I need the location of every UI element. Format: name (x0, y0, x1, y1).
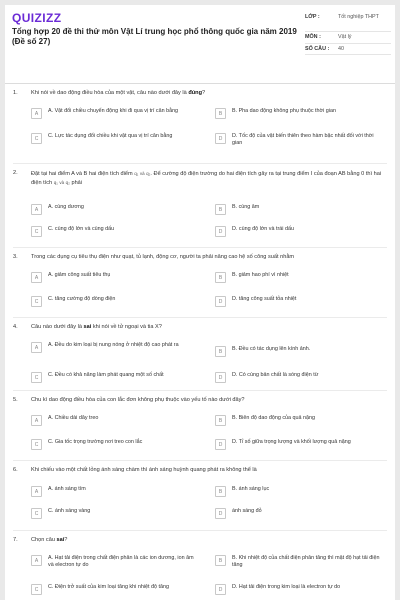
option-text: C. cùng độ lớn và cùng dấu (48, 226, 115, 232)
question-number: 1. (13, 90, 18, 96)
worksheet-meta (305, 12, 391, 55)
option-letter-box[interactable]: C (31, 584, 42, 595)
option-b[interactable] (215, 272, 383, 283)
question-7 (5, 537, 395, 545)
charge-symbol: q₂ (65, 179, 70, 185)
option-text: C. Gia tốc trọng trường nơi treo con lắc (48, 439, 143, 445)
question-divider (13, 460, 387, 461)
option-text: C. Lực tác dụng đổi chiều khi vật qua vị trí cân bằng (48, 133, 173, 139)
option-letter-box[interactable]: B (215, 108, 226, 119)
question-text: Chọn câu sai? (31, 537, 68, 543)
option-b[interactable] (215, 108, 383, 119)
option-text: C. Đều có khả năng làm phát quang một số chất (48, 372, 164, 378)
option-letter-box[interactable]: B (215, 555, 226, 566)
option-d[interactable] (215, 439, 383, 450)
meta-subject-row (305, 32, 391, 44)
option-text: C. ánh sáng vàng (48, 508, 91, 514)
meta-subject-value: Vật lý (338, 34, 352, 40)
option-text: A. Đều do kim loại bị nung nóng ở nhiệt độ cao phát ra (48, 342, 179, 348)
option-letter-box[interactable]: A (31, 108, 42, 119)
option-letter-box[interactable]: C (31, 508, 42, 519)
question-text: Câu nào dưới đây là sai khi nói về tử ngoại và tia X? (31, 324, 162, 330)
option-text: B. Biên độ dao động của quả nặng (232, 415, 316, 421)
option-letter-box[interactable]: C (31, 439, 42, 450)
charge-symbol: q₁ (134, 171, 139, 176)
question-text: Khi chiếu vào một chất lỏng ánh sáng chàm thì ánh sáng huỳnh quang phát ra không thể là (31, 467, 257, 473)
option-c[interactable] (31, 296, 199, 307)
option-text: A. Hạt tải điện trong chất điện phân là các ion dương, ion âm và electron tự do (48, 555, 194, 568)
option-c[interactable] (31, 226, 199, 237)
option-text: A. Chiều dài dây treo (48, 415, 99, 421)
option-a[interactable] (31, 272, 199, 283)
question-divider (13, 163, 387, 164)
option-text: D. Hạt tải điện trong kim loại là electron tự do (232, 584, 341, 590)
option-c[interactable] (31, 584, 199, 595)
option-a[interactable] (31, 415, 199, 426)
option-a[interactable] (31, 486, 199, 497)
meta-class-label: LỚP : (305, 14, 320, 20)
option-d[interactable] (215, 133, 383, 147)
option-text: C. Điện trở suất của kim loại tăng khi nhiệt độ tăng (48, 584, 169, 590)
meta-count-value: 40 (338, 45, 344, 52)
option-d[interactable] (215, 508, 383, 519)
worksheet-page (5, 5, 395, 600)
option-letter-box[interactable]: D (215, 439, 226, 450)
option-d[interactable] (215, 372, 383, 383)
option-letter-box[interactable]: D (215, 372, 226, 383)
option-text: A. Vật đổi chiều chuyển động khi đi qua vị trí cân bằng (48, 108, 179, 114)
option-letter-box[interactable]: D (215, 584, 226, 595)
option-letter-box[interactable]: C (31, 133, 42, 144)
question-divider (13, 530, 387, 531)
question-number: 7. (13, 537, 18, 543)
question-divider (13, 317, 387, 318)
option-letter-box[interactable]: C (31, 296, 42, 307)
option-letter-box[interactable]: C (31, 226, 42, 237)
worksheet-header (5, 5, 395, 84)
option-letter-box[interactable]: C (31, 372, 42, 383)
option-letter-box[interactable]: D (215, 508, 226, 519)
option-letter-box[interactable]: B (215, 415, 226, 426)
option-letter-box[interactable]: A (31, 555, 42, 566)
question-5 (5, 397, 395, 405)
option-text: B. giảm hao phí vì nhiệt (232, 272, 289, 278)
question-number: 4. (13, 324, 18, 330)
option-text: A. cùng dương (48, 204, 84, 210)
option-c[interactable] (31, 133, 199, 144)
question-3 (5, 254, 395, 262)
option-text: B. Pha dao động không phụ thuộc thời gian (232, 108, 336, 114)
option-text: B. Đều có tác dụng lên kính ảnh. (232, 346, 311, 352)
option-text: B. Khi nhiệt độ của chất điện phân tăng thì mật độ hạt tải điện tăng (232, 555, 380, 568)
question-text: Chu kì dao động điều hòa của con lắc đơn không phụ thuộc vào yếu tố nào dưới đây? (31, 397, 245, 403)
option-text: C. tăng cường độ dòng điện (48, 296, 116, 302)
option-text: D. Có cùng bản chất là sóng điện từ (232, 372, 319, 378)
question-2 (5, 170, 395, 187)
option-b[interactable] (215, 204, 383, 215)
option-c[interactable] (31, 508, 199, 519)
option-a[interactable] (31, 555, 199, 569)
option-text: D. cùng độ lớn và trái dấu (232, 226, 294, 232)
option-letter-box[interactable]: B (215, 204, 226, 215)
option-d[interactable] (215, 584, 383, 595)
question-number: 5. (13, 397, 18, 403)
option-text: D. Tốc độ của vật biến thiên theo hàm bậc nhất đối với thời gian (232, 133, 374, 146)
option-letter-box[interactable]: D (215, 133, 226, 144)
quizizz-logo[interactable]: QUIZIZZ (12, 11, 62, 25)
charge-symbol: q₁ (53, 179, 58, 185)
question-1 (5, 90, 395, 98)
option-a[interactable] (31, 108, 199, 119)
question-number: 3. (13, 254, 18, 260)
option-text: ánh sáng đỏ (232, 508, 262, 514)
option-text: B. ánh sáng lục (232, 486, 270, 492)
option-text: A. giảm công suất tiêu thụ (48, 272, 111, 278)
worksheet-title: Tổng hợp 20 đề thi thử môn Vật Lí trung học phổ thông quốc gia năm 2019 (Đề số 27) (12, 27, 297, 46)
meta-count-row (305, 44, 391, 56)
option-b[interactable] (215, 415, 383, 426)
question-divider (13, 390, 387, 391)
option-a[interactable] (31, 342, 199, 353)
option-letter-box[interactable]: B (215, 486, 226, 497)
question-number: 6. (13, 467, 18, 473)
option-c[interactable] (31, 372, 199, 383)
option-letter-box[interactable]: A (31, 486, 42, 497)
charge-symbol: q₂ (146, 171, 151, 176)
option-d[interactable] (215, 226, 383, 237)
question-text: Đặt tại hai điểm A và B hai điện tích điểm q₁ và q₂. Để cường độ điện trường do hai điện tích gây ra tại trung điểm I của đoạn AB bằng 0 thì hai điện tích q₁ và q₂ phải (31, 171, 382, 186)
question-text: Khi nói về dao động điều hòa của một vật, câu nào dưới đây là đúng? (31, 90, 206, 96)
option-letter-box[interactable]: B (215, 346, 226, 357)
option-b[interactable] (215, 555, 383, 569)
option-letter-box[interactable]: A (31, 415, 42, 426)
option-c[interactable] (31, 439, 199, 450)
question-6 (5, 467, 395, 475)
meta-subject-label: MÔN : (305, 34, 321, 40)
option-a[interactable] (31, 204, 199, 215)
option-text: D. Tỉ số giữa trọng lượng và khối lượng quả nặng (232, 439, 351, 445)
question-number: 2. (13, 170, 18, 176)
option-text: B. cùng âm (232, 204, 260, 210)
option-text: D. tăng công suất tỏa nhiệt (232, 296, 297, 302)
option-b[interactable] (215, 346, 383, 357)
meta-count-label: SỐ CÂU : (305, 45, 330, 52)
option-letter-box[interactable]: A (31, 272, 42, 283)
meta-class-row (305, 12, 391, 32)
question-4 (5, 324, 395, 332)
option-letter-box[interactable]: B (215, 272, 226, 283)
option-letter-box[interactable]: D (215, 226, 226, 237)
option-b[interactable] (215, 486, 383, 497)
option-letter-box[interactable]: D (215, 296, 226, 307)
question-text: Trong các dụng cụ tiêu thụ điện như quạt, tủ lạnh, động cơ, người ta phải nâng cao hệ số công suất nhằm (31, 254, 295, 260)
option-letter-box[interactable]: A (31, 342, 42, 353)
meta-class-value: Tốt nghiệp THPT (338, 14, 379, 20)
option-d[interactable] (215, 296, 383, 307)
question-divider (13, 247, 387, 248)
option-letter-box[interactable]: A (31, 204, 42, 215)
option-text: A. ánh sáng tím (48, 486, 86, 492)
